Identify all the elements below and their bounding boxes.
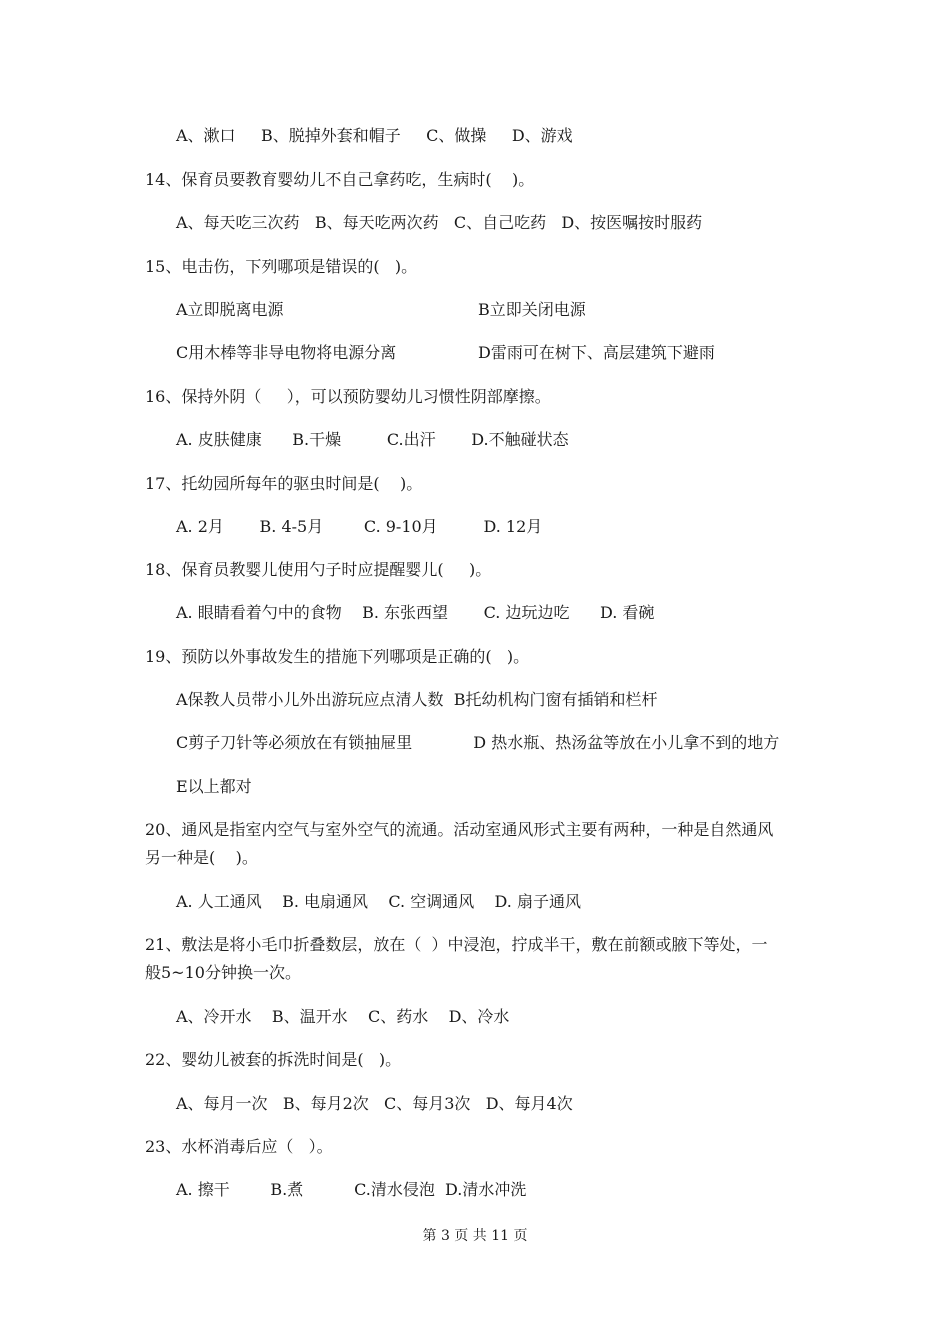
q20-options: A. 人工通风 B. 电扇通风 C. 空调通风 D. 扇子通风 <box>176 892 581 911</box>
question-18: 18、保育员教婴儿使用勺子时应提醒婴儿( )。 <box>145 560 492 579</box>
question-20-cont: 另一种是( )。 <box>145 848 258 867</box>
q23-options: A. 擦干 B.煮 C.清水侵泡 D.清水冲洗 <box>176 1180 527 1199</box>
q18-options: A. 眼睛看着勺中的食物 B. 东张西望 C. 边玩边吃 D. 看碗 <box>176 603 655 622</box>
question-14: 14、保育员要教育婴幼儿不自己拿药吃，生病时( )。 <box>145 170 535 189</box>
question-16: 16、保持外阴（ ），可以预防婴幼儿习惯性阴部摩擦。 <box>145 387 551 406</box>
q13-options: A、漱口 B、脱掉外套和帽子 C、做操 D、游戏 <box>176 126 573 145</box>
q15-option-b: B立即关闭电源 <box>478 300 586 319</box>
q22-options: A、每月一次 B、每月2次 C、每月3次 D、每月4次 <box>176 1094 573 1113</box>
q19-options-cd: C剪子刀针等必须放在有锁抽屉里 D 热水瓶、热汤盆等放在小儿拿不到的地方 <box>176 733 780 752</box>
q14-options: A、每天吃三次药 B、每天吃两次药 C、自己吃药 D、按医嘱按时服药 <box>176 213 703 232</box>
q15-option-a: A立即脱离电源 <box>176 300 284 319</box>
q19-options-ab: A保教人员带小儿外出游玩应点清人数 B托幼机构门窗有插销和栏杆 <box>176 690 658 709</box>
question-15: 15、电击伤，下列哪项是错误的( )。 <box>145 257 418 276</box>
q21-options: A、冷开水 B、温开水 C、药水 D、冷水 <box>176 1007 510 1026</box>
question-22: 22、婴幼儿被套的拆洗时间是( )。 <box>145 1050 402 1069</box>
page-footer: 第 3 页 共 11 页 <box>422 1228 528 1244</box>
q16-options: A. 皮肤健康 B.干燥 C.出汗 D.不触碰状态 <box>176 430 569 449</box>
question-19: 19、预防以外事故发生的措施下列哪项是正确的( )。 <box>145 647 530 666</box>
question-21: 21、敷法是将小毛巾折叠数层，放在（ ）中浸泡，拧成半干，敷在前额或腋下等处，一 <box>145 935 768 954</box>
q15-option-c: C用木棒等非导电物将电源分离 <box>176 343 397 362</box>
question-20: 20、通风是指室内空气与室外空气的流通。活动室通风形式主要有两种，一种是自然通风 <box>145 820 774 839</box>
question-23: 23、水杯消毒后应（ ）。 <box>145 1137 333 1156</box>
question-17: 17、托幼园所每年的驱虫时间是( )。 <box>145 474 423 493</box>
q15-option-d: D雷雨可在树下、高层建筑下避雨 <box>478 343 715 362</box>
q17-options: A. 2月 B. 4-5月 C. 9-10月 D. 12月 <box>176 517 543 536</box>
question-21-cont: 般5~10分钟换一次。 <box>145 963 301 982</box>
q19-option-e: E以上都对 <box>176 777 252 796</box>
